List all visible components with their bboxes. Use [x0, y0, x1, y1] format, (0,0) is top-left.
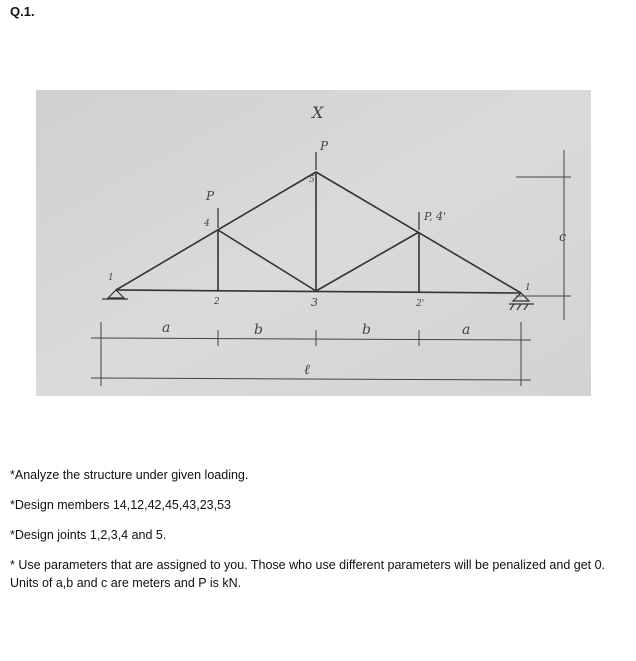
label-joint-2-left: 2	[214, 297, 220, 307]
label-joint-1-left: 1	[108, 273, 114, 283]
label-joint-4-left: 4	[204, 219, 210, 229]
truss-sketch-photo	[36, 90, 591, 396]
instruction-analyze: *Analyze the structure under given loading.	[10, 468, 249, 482]
label-load-right: P, 4'	[424, 210, 447, 223]
label-joint-5: 5	[309, 175, 315, 185]
instruction-parameters: * Use parameters that are assigned to you. Those who use different parameters will be penalized and get 0. Units of a,b and c are meters and P is kN.	[10, 558, 606, 590]
label-load-left: P	[206, 189, 215, 203]
truss-sketch	[36, 90, 591, 396]
paper-background	[36, 90, 591, 396]
label-height-c: c	[559, 230, 567, 245]
instruction-design-members: *Design members 14,12,42,45,43,23,53	[10, 498, 231, 512]
label-load-top: P	[320, 139, 329, 153]
instructions	[10, 466, 626, 592]
question-number: Q.1.	[10, 4, 35, 19]
label-top-annotation: X	[312, 103, 324, 122]
label-joint-2-right: 2'	[416, 299, 425, 309]
label-panel-b-right: b	[362, 322, 371, 338]
label-span-l: ℓ	[304, 362, 310, 378]
label-panel-a-left: a	[162, 320, 171, 336]
label-panel-a-right: a	[462, 322, 471, 338]
label-panel-b-left: b	[254, 322, 263, 338]
label-joint-3: 3	[311, 296, 318, 309]
label-joint-1-right: 1	[525, 283, 531, 293]
instruction-design-joints: *Design joints 1,2,3,4 and 5.	[10, 528, 167, 542]
